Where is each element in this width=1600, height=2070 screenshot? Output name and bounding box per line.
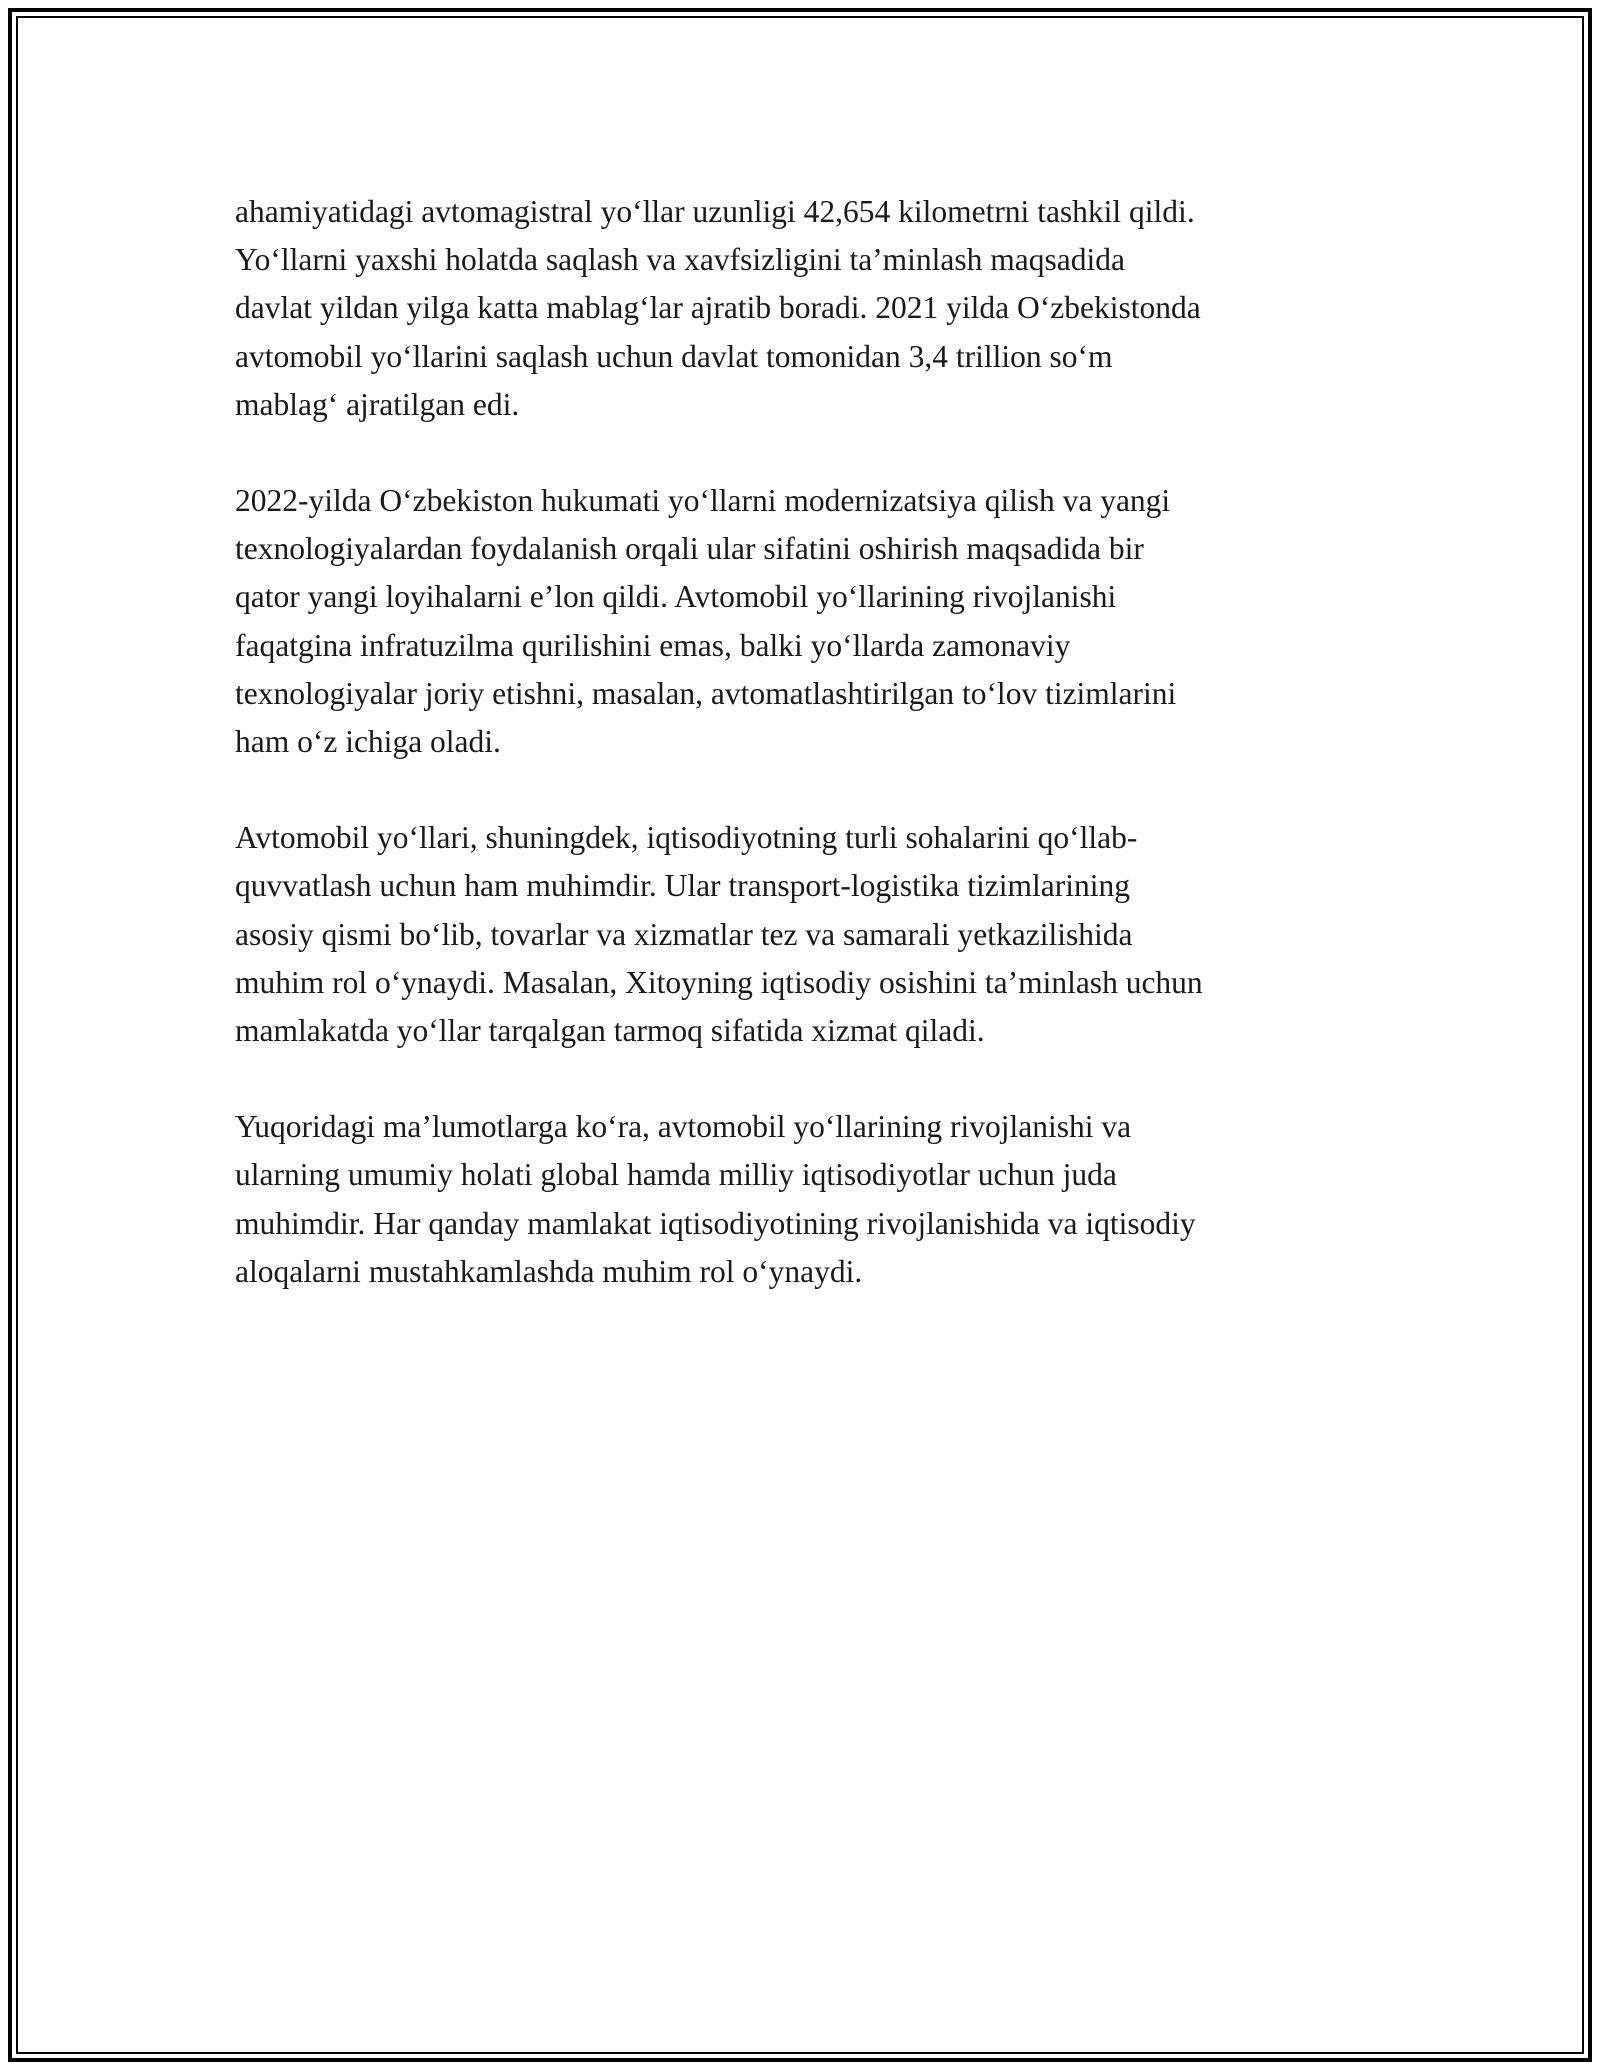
text-line: Yo‘llarni yaxshi holatda saqlash va xavfsizligini ta’minlash maqsadida [235,242,1125,278]
text-line: muhimdir. Har qanday mamlakat iqtisodiyotining rivojlanishida va iqtisodiy [235,1205,1196,1241]
text-line: faqatgina infratuzilma qurilishini emas, balki yo‘llarda zamonaviy [235,627,1071,663]
text-line: asosiy qismi bo‘lib, tovarlar va xizmatlar tez va samarali yetkazilishida [235,916,1133,952]
paragraph-4 [235,1103,1370,1296]
text-line: mablag‘ ajratilgan edi. [235,386,520,422]
text-line: qator yangi loyihalarni e’lon qildi. Avtomobil yo‘llarining rivojlanishi [235,579,1117,615]
paragraph-1 [235,188,1370,429]
text-line: avtomobil yo‘llarini saqlash uchun davlat tomonidan 3,4 trillion so‘m [235,338,1113,374]
text-line: texnologiyalardan foydalanish orqali ular sifatini oshirish maqsadida bir [235,531,1144,567]
document-body [235,188,1370,1344]
text-line: ham o‘z ichiga oladi. [235,724,501,760]
paragraph-3 [235,814,1370,1055]
text-line: aloqalarni mustahkamlashda muhim rol o‘ynaydi. [235,1253,863,1289]
text-line: muhim rol o‘ynaydi. Masalan, Xitoyning iqtisodiy osishini ta’minlash uchun [235,964,1203,1000]
text-line: 2022-yilda O‘zbekiston hukumati yo‘llarni modernizatsiya qilish va yangi [235,483,1171,519]
text-line: texnologiyalar joriy etishni, masalan, avtomatlashtirilgan to‘lov tizimlarini [235,675,1177,711]
text-line: ularning umumiy holati global hamda milliy iqtisodiyotlar uchun juda [235,1157,1117,1193]
paragraph-2 [235,477,1370,766]
text-line: Yuqoridagi ma’lumotlarga ko‘ra, avtomobil yo‘llarining rivojlanishi va [235,1109,1132,1145]
text-line: ahamiyatidagi avtomagistral yo‘llar uzunligi 42,654 kilometrni tashkil qildi. [235,194,1195,229]
text-line: quvvatlash uchun ham muhimdir. Ular transport-logistika tizimlarining [235,868,1130,904]
text-line: Avtomobil yo‘llari, shuningdek, iqtisodiyotning turli sohalarini qo‘llab- [235,820,1138,856]
text-line: davlat yildan yilga katta mablag‘lar ajratib boradi. 2021 yilda O‘zbekistonda [235,290,1201,326]
text-line: mamlakatda yo‘llar tarqalgan tarmoq sifatida xizmat qiladi. [235,1013,985,1049]
